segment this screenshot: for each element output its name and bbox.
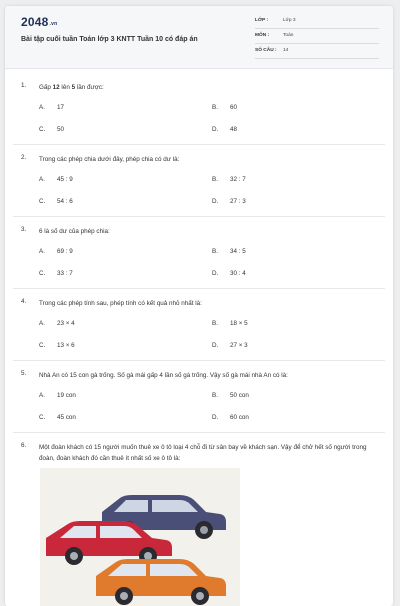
question-text: Gấp 12 lên 5 lần được:	[39, 84, 104, 91]
option-c[interactable]: C. 13 × 6	[39, 342, 75, 349]
meta-count	[255, 46, 379, 59]
question-number: 4.	[21, 298, 27, 305]
meta-grade	[255, 16, 379, 29]
option-d[interactable]: D. 27 : 3	[212, 198, 246, 205]
option-c[interactable]: C. 50	[39, 126, 65, 133]
question-number: 5.	[21, 370, 27, 377]
option-b[interactable]: B. 34 : 5	[212, 248, 246, 255]
worksheet-title: Bài tập cuối tuần Toán lớp 3 KNTT Tuần 10 có đáp án	[21, 36, 198, 43]
meta-subject-label: MÔN :	[255, 33, 270, 38]
question-text: 6 là số dư của phép chia:	[39, 228, 110, 235]
question-text: Trong các phép tính sau, phép tính có kết quả nhỏ nhất là:	[39, 300, 202, 307]
question-divider	[13, 432, 385, 433]
option-d[interactable]: D. 48	[212, 126, 238, 133]
header-divider	[5, 68, 393, 69]
meta-grade-label: LỚP :	[255, 18, 269, 23]
option-c[interactable]: C. 54 : 6	[39, 198, 73, 205]
option-b[interactable]: B. 32 : 7	[212, 176, 246, 183]
worksheet-page	[5, 6, 393, 606]
question-number: 6.	[21, 442, 27, 449]
option-b[interactable]: B. 50 con	[212, 392, 249, 399]
option-a[interactable]: A. 45 : 9	[39, 176, 73, 183]
option-d[interactable]: D. 27 × 3	[212, 342, 248, 349]
worksheet-header	[5, 6, 393, 68]
question-number: 1.	[21, 82, 27, 89]
meta-grade-value: Lớp 3	[283, 18, 296, 23]
question-number: 2.	[21, 154, 27, 161]
option-a[interactable]: A. 19 con	[39, 392, 76, 399]
option-b[interactable]: B. 18 × 5	[212, 320, 248, 327]
meta-subject	[255, 31, 379, 44]
question-divider	[13, 288, 385, 289]
meta-count-value: 14	[283, 48, 289, 53]
question-divider	[13, 216, 385, 217]
site-logo[interactable]: 2048.vn	[21, 15, 58, 29]
option-d[interactable]: D. 60 con	[212, 414, 249, 421]
meta-count-label: SỐ CÂU :	[255, 48, 277, 53]
cars-illustration	[40, 468, 240, 606]
question-text: Nhà An có 15 con gà trống. Số gà mái gấp 4 lần số gà trống. Vậy số gà mái nhà An có là:	[39, 372, 288, 379]
question-divider	[13, 360, 385, 361]
option-a[interactable]: A. 23 × 4	[39, 320, 75, 327]
question-text: Trong các phép chia dưới đây, phép chia có dư là:	[39, 156, 180, 163]
option-c[interactable]: C. 45 con	[39, 414, 76, 421]
question-text: Một đoàn khách có 15 người muốn thuê xe ô tô loại 4 chỗ đi từ sân bay về khách sạn. Vậy để chở hết số người trong đoàn, đoàn khách đó cần thuê ít nhất số xe ô tô là:	[39, 444, 367, 462]
option-c[interactable]: C. 33 : 7	[39, 270, 73, 277]
option-b[interactable]: B. 60	[212, 104, 238, 111]
option-a[interactable]: A. 17	[39, 104, 65, 111]
meta-subject-value: Toán	[283, 33, 294, 38]
question-divider	[13, 144, 385, 145]
option-a[interactable]: A. 69 : 9	[39, 248, 73, 255]
option-d[interactable]: D. 30 : 4	[212, 270, 246, 277]
question-number: 3.	[21, 226, 27, 233]
